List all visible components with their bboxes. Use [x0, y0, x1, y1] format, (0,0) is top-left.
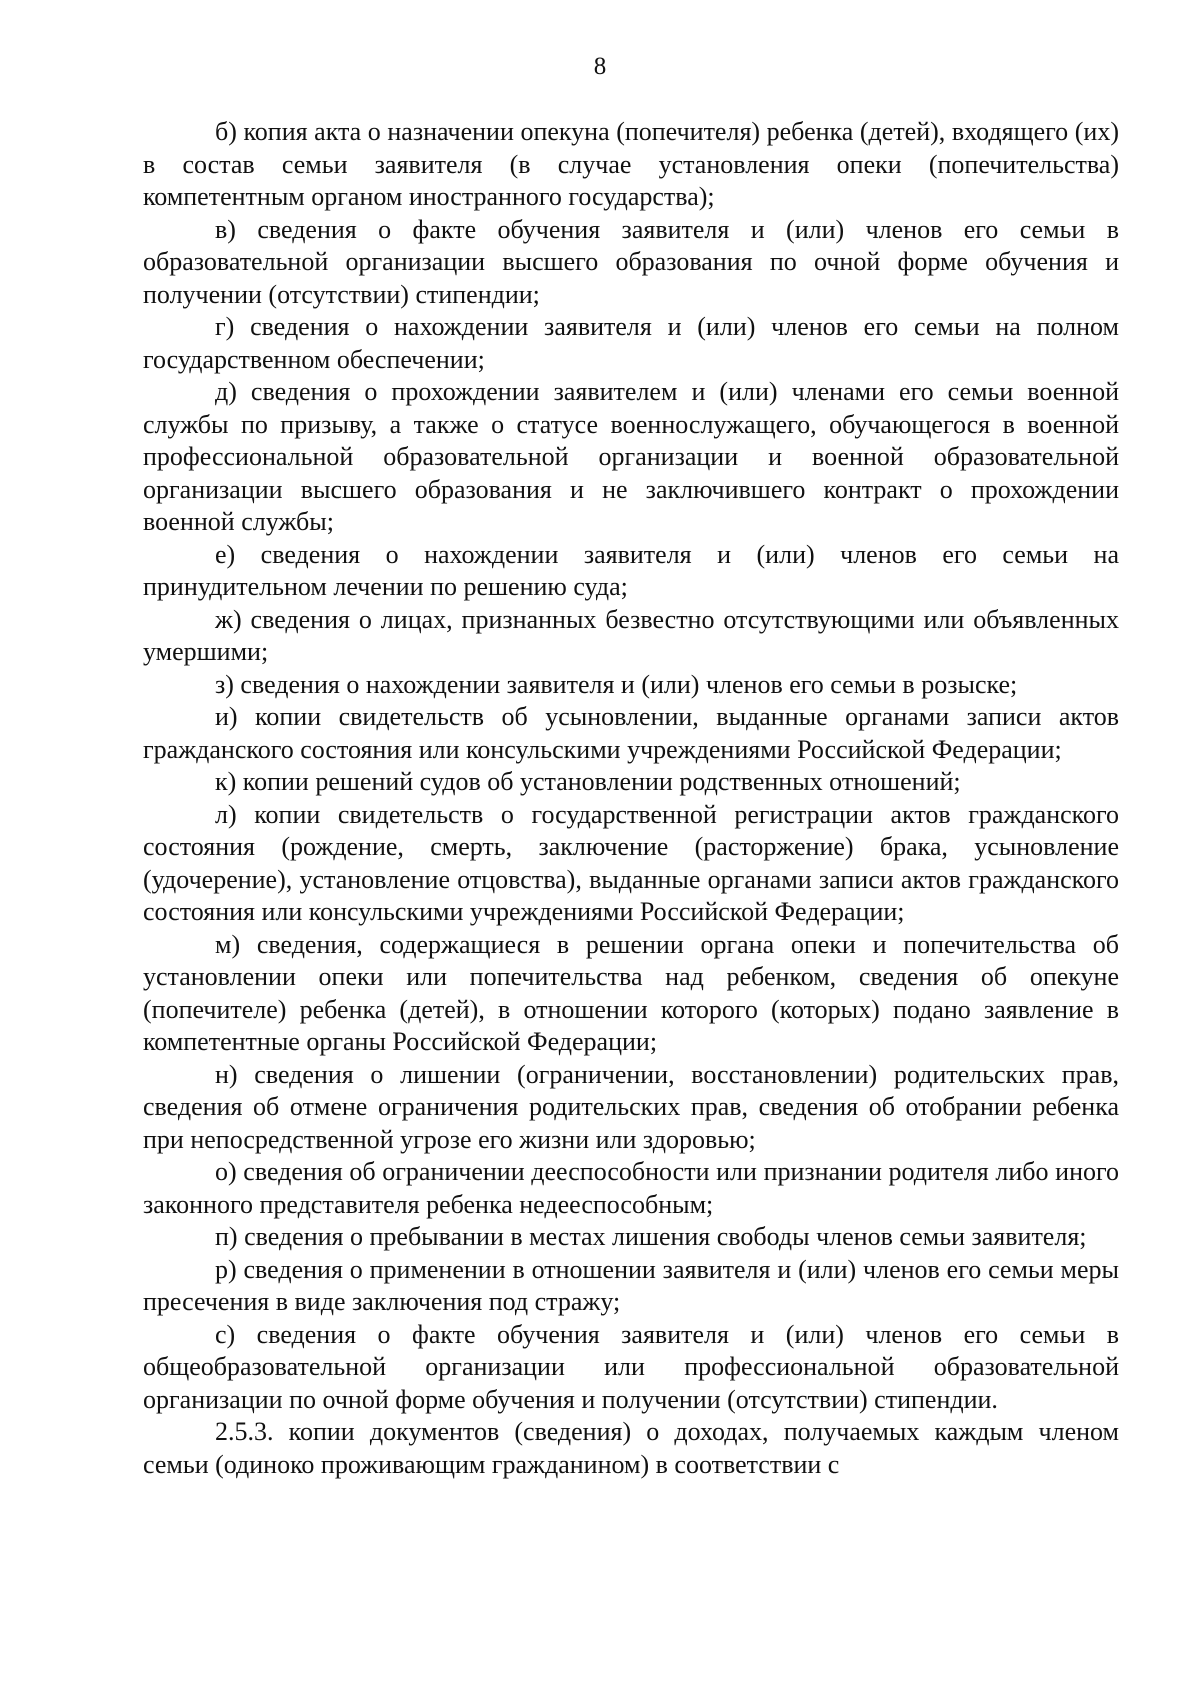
paragraph-v: в) сведения о факте обучения заявителя и (или) членов его семьи в образовательной организации высшего образования по очной форме обучения и получении (отсутствии) стипендии;	[143, 214, 1119, 309]
paragraph-d: д) сведения о прохождении заявителем и (или) членами его семьи военной службы по призыву, а также о статусе военнослужащего, обучающегося в военной профессиональной образовательной организации и военной образовательной организации высшего образования и не заключившего контракт о прохождении военной службы;	[143, 377, 1119, 536]
paragraph-zh: ж) сведения о лицах, признанных безвестно отсутствующими или объявленных умершими;	[143, 604, 1119, 666]
paragraph-l: л) копии свидетельств о государственной регистрации актов гражданского состояния (рождение, смерть, заключение (расторжение) брака, усыновление (удочерение), установление отцовства), выданные органами записи актов гражданского состояния или консульскими учреждениями Российской Федерации;	[143, 799, 1119, 926]
paragraph-e: е) сведения о нахождении заявителя и (или) членов его семьи на принудительном лечении по решению суда;	[143, 539, 1119, 601]
paragraph-o: о) сведения об ограничении дееспособности или признании родителя либо иного законного представителя ребенка недееспособным;	[143, 1157, 1119, 1219]
paragraph-2-5-3: 2.5.3. копии документов (сведения) о доходах, получаемых каждым членом семьи (одиноко проживающим гражданином) в соответствии с	[143, 1417, 1119, 1479]
paragraph-p: п) сведения о пребывании в местах лишения свободы членов семьи заявителя;	[215, 1222, 1087, 1251]
document-body	[143, 116, 1119, 1481]
paragraph-g: г) сведения о нахождении заявителя и (или) членов его семьи на полном государственном обеспечении;	[143, 312, 1119, 374]
paragraph-s: с) сведения о факте обучения заявителя и (или) членов его семьи в общеобразовательной организации или профессиональной образовательной организации по очной форме обучения и получении (отсутствии) стипендии.	[143, 1319, 1119, 1414]
paragraph-z: з) сведения о нахождении заявителя и (или) членов его семьи в розыске;	[215, 669, 1018, 699]
paragraph-k: к) копии решений судов об установлении родственных отношений;	[215, 767, 961, 796]
paragraph-b: б) копия акта о назначении опекуна (попечителя) ребенка (детей), входящего (их) в состав семьи заявителя (в случае установления опеки (попечительства) компетентным органом иностранного государства);	[143, 117, 1119, 211]
paragraph-i: и) копии свидетельств об усыновлении, выданные органами записи актов гражданского состояния или консульскими учреждениями Российской Федерации;	[143, 702, 1119, 764]
paragraph-m: м) сведения, содержащиеся в решении органа опеки и попечительства об установлении опеки или попечительства над ребенком, сведения об опекуне (попечителе) ребенка (детей), в отношении которого (которых) подано заявление в компетентные органы Российской Федерации;	[143, 929, 1119, 1056]
paragraph-r: р) сведения о применении в отношении заявителя и (или) членов его семьи меры пресечения в виде заключения под стражу;	[143, 1254, 1119, 1316]
paragraph-n: н) сведения о лишении (ограничении, восстановлении) родительских прав, сведения об отмене ограничения родительских прав, сведения об отобрании ребенка при непосредственной угрозе его жизни или здоровью;	[143, 1059, 1119, 1154]
page-number: 8	[593, 53, 607, 80]
